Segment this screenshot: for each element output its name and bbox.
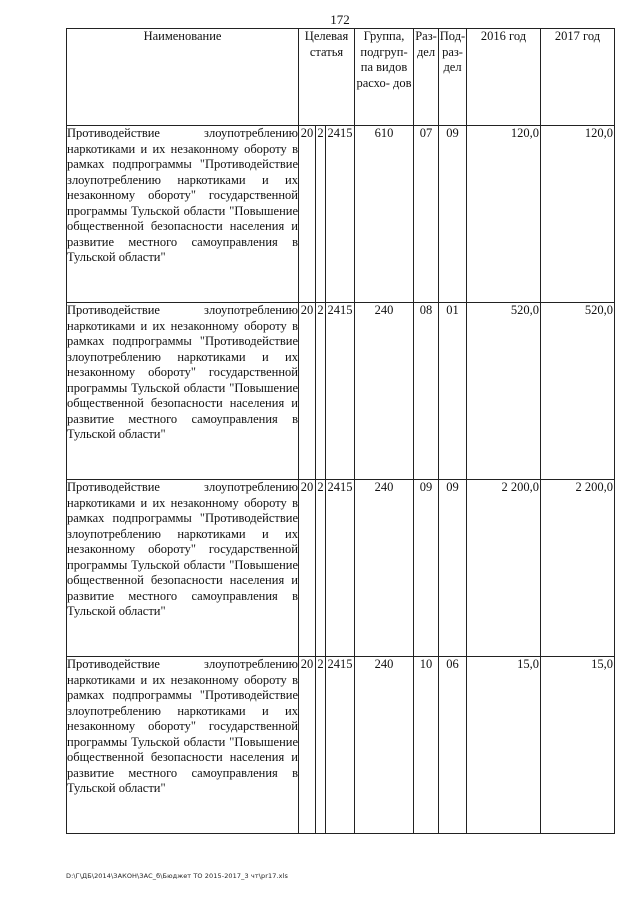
row-amount-2017: 520,0 <box>541 303 615 480</box>
file-path-footer: D:\Г\ДБ\2014\ЗАКОН\ЗАС_б\Бюджет ТО 2015-2017_3 чт\pr17.xls <box>66 872 288 880</box>
header-year-2016: 2016 год <box>467 29 541 126</box>
row-target-subprogram: 2 <box>316 480 326 657</box>
page-number: 172 <box>330 12 350 27</box>
header-row <box>67 29 615 126</box>
row-subsection: 09 <box>439 480 467 657</box>
row-expense-group: 240 <box>355 657 414 834</box>
row-target-subprogram: 2 <box>316 657 326 834</box>
header-year-2017: 2017 год <box>541 29 615 126</box>
row-target-code: 2415 <box>326 126 355 303</box>
row-amount-2016: 2 200,0 <box>467 480 541 657</box>
row-amount-2017: 120,0 <box>541 126 615 303</box>
row-name: Противодействие злоупотреблению наркотиками и их незаконному обороту в рамках подпрограммы "Противодействие злоупотреблению наркотиками и их незаконному обороту" государственной программы Тульской области "Повышение общественной безопасности населения и развитие местного самоуправления в Тульской области" <box>67 303 299 480</box>
row-target-subprogram: 2 <box>316 303 326 480</box>
row-target-subprogram: 2 <box>316 126 326 303</box>
row-subsection: 01 <box>439 303 467 480</box>
header-section: Раз- дел <box>414 29 439 126</box>
row-target-program: 20 <box>299 480 316 657</box>
row-target-program: 20 <box>299 303 316 480</box>
row-name: Противодействие злоупотреблению наркотиками и их незаконному обороту в рамках подпрограммы "Противодействие злоупотреблению наркотиками и их незаконному обороту" государственной программы Тульской области "Повышение общественной безопасности населения и развитие местного самоуправления в Тульской области" <box>67 126 299 303</box>
header-name: Наименование <box>67 29 299 126</box>
row-amount-2016: 520,0 <box>467 303 541 480</box>
row-section: 07 <box>414 126 439 303</box>
row-amount-2016: 120,0 <box>467 126 541 303</box>
row-expense-group: 240 <box>355 303 414 480</box>
row-section: 09 <box>414 480 439 657</box>
header-subsection: Под- раз- дел <box>439 29 467 126</box>
row-amount-2017: 15,0 <box>541 657 615 834</box>
row-name: Противодействие злоупотреблению наркотиками и их незаконному обороту в рамках подпрограммы "Противодействие злоупотреблению наркотиками и их незаконному обороту" государственной программы Тульской области "Повышение общественной безопасности населения и развитие местного самоуправления в Тульской области" <box>67 480 299 657</box>
row-subsection: 09 <box>439 126 467 303</box>
row-target-program: 20 <box>299 657 316 834</box>
row-target-code: 2415 <box>326 303 355 480</box>
table-row <box>67 657 615 834</box>
row-amount-2016: 15,0 <box>467 657 541 834</box>
row-amount-2017: 2 200,0 <box>541 480 615 657</box>
row-section: 08 <box>414 303 439 480</box>
row-section: 10 <box>414 657 439 834</box>
row-expense-group: 610 <box>355 126 414 303</box>
row-target-code: 2415 <box>326 480 355 657</box>
table-row <box>67 126 615 303</box>
row-name: Противодействие злоупотреблению наркотиками и их незаконному обороту в рамках подпрограммы "Противодействие злоупотреблению наркотиками и их незаконному обороту" государственной программы Тульской области "Повышение общественной безопасности населения и развитие местного самоуправления в Тульской области" <box>67 657 299 834</box>
row-expense-group: 240 <box>355 480 414 657</box>
table-row <box>67 303 615 480</box>
header-target-article: Целевая статья <box>299 29 355 126</box>
row-target-program: 20 <box>299 126 316 303</box>
header-expense-group: Группа, подгруп- па видов расхо- дов <box>355 29 414 126</box>
row-target-code: 2415 <box>326 657 355 834</box>
row-subsection: 06 <box>439 657 467 834</box>
table-row <box>67 480 615 657</box>
budget-table <box>66 28 615 834</box>
